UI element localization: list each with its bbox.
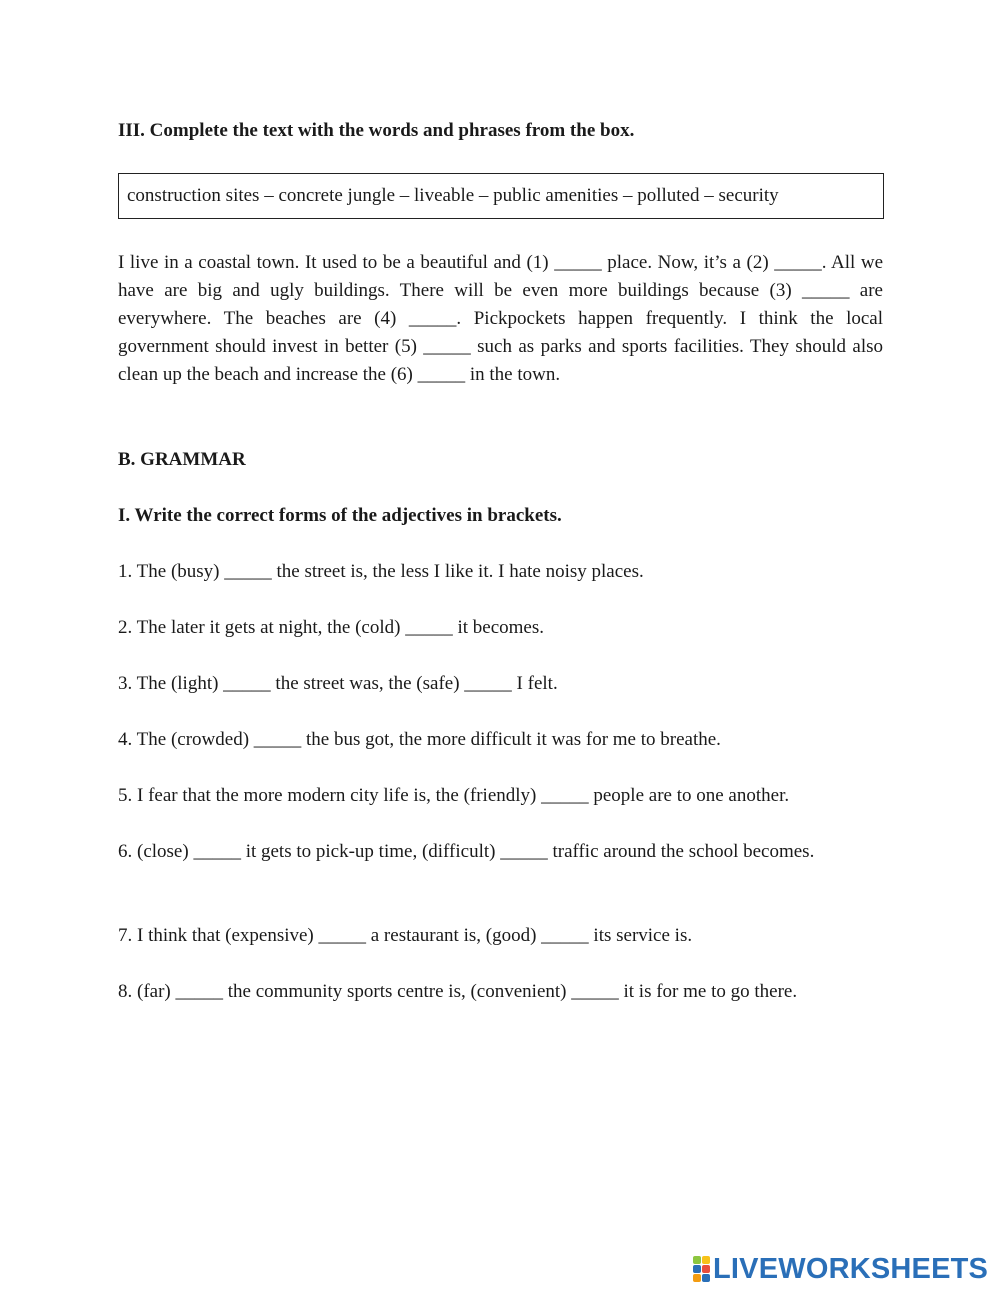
question-6: 6. (close) _____ it gets to pick-up time, (difficult) _____ traffic around the school becomes.: [118, 841, 815, 862]
passage-text: I live in a coastal town. It used to be a beautiful and (1) _____ place. Now, it’s a (2) _____. All we have are big and ugly buildings. There will be even more buildings because (3) _____ are everywhere. The beaches are (4) _____. Pickpockets happen frequently. I think the local government should invest in better (5) _____ such as parks and sports facilities. They should also clean up the beach and increase the (6) _____ in the town.: [118, 252, 883, 385]
word-box: construction sites – concrete jungle – liveable – public amenities – polluted – security: [118, 173, 884, 219]
question-4: 4. The (crowded) _____ the bus got, the more difficult it was for me to breathe.: [118, 729, 721, 750]
section-iii-heading: III. Complete the text with the words and phrases from the box.: [118, 120, 635, 141]
liveworksheets-logo-icon: [693, 1256, 710, 1282]
liveworksheets-logo: [693, 1253, 988, 1285]
question-7: 7. I think that (expensive) _____ a restaurant is, (good) _____ its service is.: [118, 925, 693, 946]
question-1: 1. The (busy) _____ the street is, the less I like it. I hate noisy places.: [118, 561, 644, 582]
question-5: 5. I fear that the more modern city life is, the (friendly) _____ people are to one another.: [118, 785, 790, 806]
question-3: 3. The (light) _____ the street was, the (safe) _____ I felt.: [118, 673, 558, 694]
question-2: 2. The later it gets at night, the (cold) _____ it becomes.: [118, 617, 544, 638]
section-b-heading: B. GRAMMAR: [118, 449, 246, 470]
question-8: 8. (far) _____ the community sports centre is, (convenient) _____ it is for me to go there.: [118, 981, 798, 1002]
logo-text: LIVEWORKSHEETS: [713, 1252, 989, 1285]
section-i-heading: I. Write the correct forms of the adjectives in brackets.: [118, 505, 562, 526]
